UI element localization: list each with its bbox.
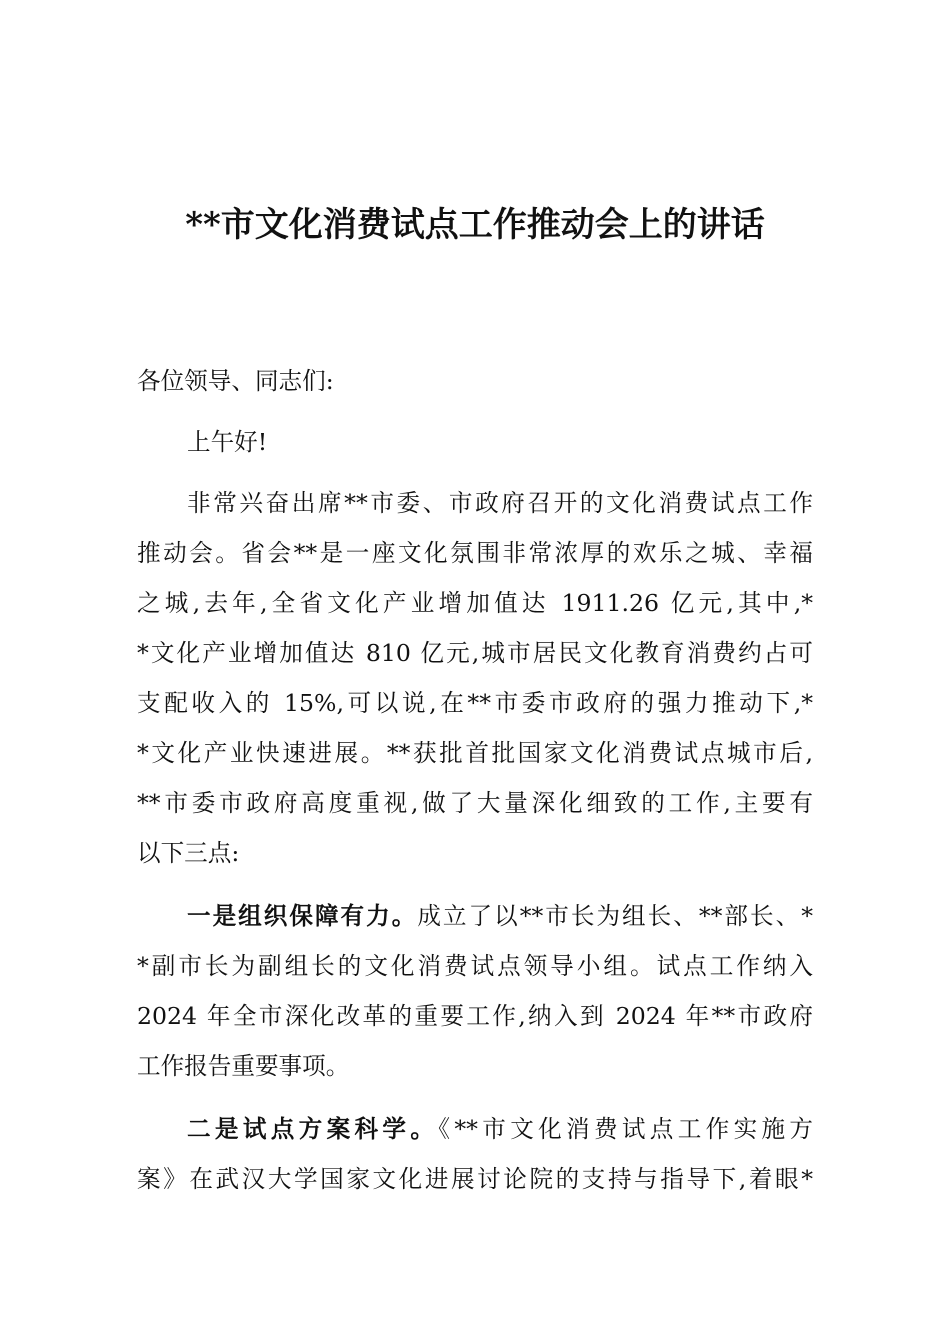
paragraph-line: **市委市政府高度重视,做了大量深化细致的工作,主要有 [137,789,813,817]
paragraph-gap [137,406,813,417]
salutation: 各位领导、同志们: [137,367,334,395]
document-body [137,356,813,1204]
paragraph-lead: 一是组织保障有力。 [187,902,418,930]
paragraph-2 [137,891,813,1091]
paragraph-3 [137,1104,813,1204]
paragraph-line: 案》在武汉大学国家文化进展讨论院的支持与指导下,着眼* [137,1165,813,1193]
paragraph-1 [137,478,813,878]
paragraph-line: *文化产业增加值达 810 亿元,城市居民文化教育消费约占可 [137,639,813,667]
greeting: 上午好! [187,428,268,456]
paragraph-line [137,891,813,941]
paragraph-line: 支配收入的 15%,可以说,在**市委市政府的强力推动下,* [137,689,813,717]
paragraph-line: *文化产业快速进展。**获批首批国家文化消费试点城市后, [137,739,813,767]
paragraph-gap [137,878,813,891]
paragraph-line: 工作报告重要事项。 [137,1052,350,1080]
paragraph-lead: 二是试点方案科学。 [187,1115,439,1143]
paragraph-line: *副市长为副组长的文化消费试点领导小组。试点工作纳入 [137,952,813,980]
document-title: **市文化消费试点工作推动会上的讲话 [185,205,765,245]
paragraph-line: 推动会。省会**是一座文化氛围非常浓厚的欢乐之城、幸福 [137,539,813,567]
paragraph-line [137,1104,813,1154]
paragraph-line: 非常兴奋出席**市委、市政府召开的文化消费试点工作 [187,489,813,517]
paragraph-gap [137,467,813,478]
paragraph-text: 《**市文化消费试点工作实施方 [438,1115,813,1143]
paragraph-line: 以下三点: [137,839,240,867]
paragraph-line: 2024 年全市深化改革的重要工作,纳入到 2024 年**市政府 [137,1002,813,1030]
paragraph-text: 成立了以**市长为组长、**部长、* [417,902,813,930]
paragraph-gap [137,1091,813,1104]
paragraph-line: 之城,去年,全省文化产业增加值达 1911.26 亿元,其中,* [137,589,813,617]
